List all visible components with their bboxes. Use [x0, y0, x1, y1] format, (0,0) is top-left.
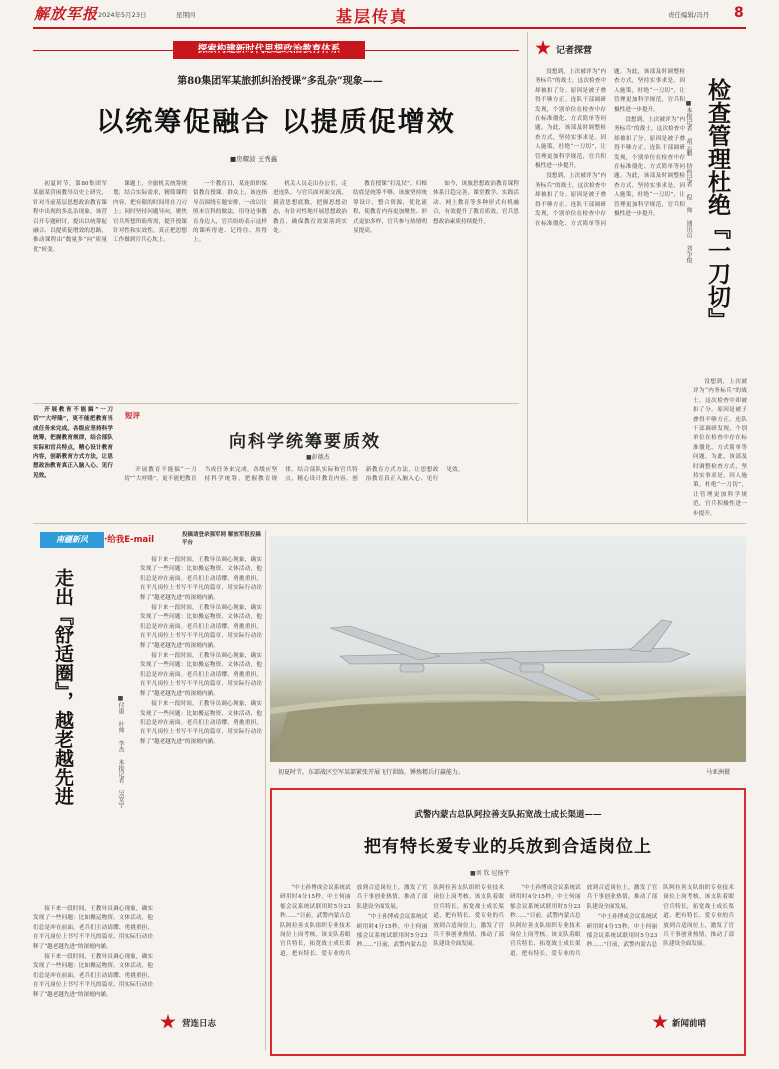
lower-col-divider — [265, 530, 266, 1050]
top-story-title: 以统筹促融合 以提质促增效 — [96, 107, 456, 138]
bottom-story-title: 把有特长爱专业的兵放到合适岗位上 — [364, 837, 652, 857]
reporter-title: 检查管理杜绝『一刀切』 — [704, 78, 731, 331]
top-story-col-6: 如今，该旅思想政治教育课程体系日趋完善，课堂教学、实践活动、网上教育等多种形式有机融合，有效提升了教育质效，官兵思想政治素质持续提升。 — [433, 181, 519, 225]
masthead — [0, 0, 779, 30]
top-story-col-1: 初夏时节，第80集团军某旅某营闲教导员史上研究，针对当前基层思想政治教育课程中出现的多乱杂现象，该营召开专题研讨，提出以统筹促融合、以提质促增效的思路，推动课程由“数量多”向“质量优”转变。 — [33, 181, 107, 253]
reporter-body-tail: 没想到，上次被评为“内务标兵”的战士，这次检查中却被扣了分。原因是被子叠得不够方正。连队干部调研发现，个别单位在检查中存在标准僵化、方式简单等问题。为此，该部及时调整检查方式，坚持实事求是、因人施策，杜绝“一刀切”，让管理更加科学规范，官兵积极性进一步提升。 — [693, 379, 747, 517]
reporter-body: 没想到，上次被评为“内务标兵”的战士，这次检查中却被扣了分。原因是被子叠得不够方正。连队干部调研发现，个别单位在检查中存在标准僵化、方式简单等问题。为此，该部及时调整检查方式，坚持实事求是、因人施策，杜绝“一刀切”，让管理更加科学规范，官兵积极性进一步提升。 没想到，上次被评为“内务标兵”的战士，这次检查中却被扣了分。原因是被子叠得不够方正。连队干部调研发现，个别单位在检查中存在标准僵化、方式简单等问题。为此，该部及时调整检查方式，坚持实事求是、因人施策，杜绝“一刀切”，让管理更加科学规范，官兵积极性进一步提升。 没想到，上次被评为“内务标兵”的战士，这次检查中却被扣了分。原因是被子叠得不够方正。连队干部调研发现，个别单位在检查中存在标准僵化、方式简单等问题。为此，该部及时调整检查方式，坚持实事求是、因人施策，杜绝“一刀切”，让管理更加科学规范，官兵积极性进一步提升。 — [535, 69, 685, 227]
top-story-col-5: 教育授课“打乱仗”，归根结底是统筹不够。该旅坚持统筹设计，整合资源，优化流程，使教育内容更加聚焦、形式更加多样，官兵参与热情明显提高。 — [353, 181, 427, 235]
issue-weekday: 星期四 — [176, 11, 196, 19]
right-col-divider — [527, 32, 528, 522]
top-story-col-2: 课题上，全旅机关统筹规划，结合实际需求，精简课程内容，把有限的时间用在刀刃上；同时坚持问题导向，聚焦官兵所想所盼所需，提升授课针对性和实效性，真正把思想工作做到官兵心坎上。 — [113, 181, 187, 244]
feature-tag-slogan: ·给我E-mail — [104, 535, 154, 545]
top-story-subtitle: 第80集团军某旅抓纠治授课“多乱杂”现象—— — [177, 76, 383, 87]
commentary-byline: ■彭德杰 — [306, 454, 330, 461]
feature-tag-logo: 南疆新风 — [40, 532, 104, 548]
feature-bottom-star — [160, 1014, 176, 1030]
banner-rule — [33, 50, 519, 51]
commentary-rule — [33, 403, 519, 404]
bottom-story-body: “中士孙博成会议系统试研用时4分15秒，中士何丽郁会议系统试联用时5分23秒……”日前，武警内蒙古总队阿拉善支队组织专业技术岗位上岗考核。该支队着眼官兵特长，拓宽战士成长渠道，把有特长、爱专业的兵放到合适岗位上，激发了官兵干事创业热情，推动了部队建设全面发展。 “中士孙博成会议系统试研用时4分15秒，中士何丽郁会议系统试联用时5分23秒……”日前，武警内蒙古总队阿拉善支队组织专业技术岗位上岗考核。该支队着眼官兵特长，拓宽战士成长渠道，把有特长、爱专业的兵放到合适岗位上，激发了官兵干事创业热情，推动了部队建设全面发展。 “中士孙博成会议系统试研用时4分15秒，中士何丽郁会议系统试联用时5分23秒……”日前，武警内蒙古总队阿拉善支队组织专业技术岗位上岗考核。该支队着眼官兵特长，拓宽战士成长渠道，把有特长、爱专业的兵放到合适岗位上，激发了官兵干事创业热情，推动了部队建设全面发展。 “中士孙博成会议系统试研用时4分15秒，中士何丽郁会议系统试联用时5分23秒……”日前，武警内蒙古总队阿拉善支队组织专业技术岗位上岗考核。该支队着眼官兵特长，拓宽战士成长渠道，把有特长、爱专业的兵放到合适岗位上，激发了官兵干事创业热情，推动了部队建设全面发展。 — [280, 885, 734, 957]
feature-body: 接下来一段时间，王教导员调心现象，确实发现了一些问题：比如搬运物资、文体活动，他们总是冲在前面。老兵们主动请缨、勇挑重担，在平凡岗位上书写不平凡的篇章，用实际行动诠释了“越老越先进”的深刻内涵。 接下来一段时间，王教导员调心现象，确实发现了一些问题：比如搬运物资、文体活动，他们总是冲在前面。老兵们主动请缨、勇挑重担，在平凡岗位上书写不平凡的篇章，用实际行动诠释了“越老越先进”的深刻内涵。 接下来一段时间，王教导员调心现象，确实发现了一些问题：比如搬运物资、文体活动，他们总是冲在前面。老兵们主动请缨、勇挑重担，在平凡岗位上书写不平凡的篇章，用实际行动诠释了“越老越先进”的深刻内涵。 接下来一段时间，王教导员调心现象，确实发现了一些问题：比如搬运物资、文体活动，他们总是冲在前面。老兵们主动请缨、勇挑重担，在平凡岗位上书写不平凡的篇章，用实际行动诠释了“越老越先进”的深刻内涵。 — [140, 557, 262, 745]
feature-title: 走出『舒适圈』，越老越先进 — [52, 568, 74, 806]
commentary-body: 开展教育不能搞“一刀切”“大呼隆”，更不能把教育当成任务来完成。各级应坚持科学统筹，把握教育规律，结合部队实际和官兵特点，精心设计教育内容，创新教育方式方法，让思想政治教育真正入脑入心、见行见效。 — [124, 467, 464, 483]
commentary-tag: 短评 — [125, 411, 140, 420]
top-story-col-4: 机关人员走出办公室，走进连队，与官兵面对面交流，摸清思想底数，把握思想动态，有针对性地开展思想政治教育，确保教育效果落到实处。 — [273, 181, 347, 235]
commentary-sidebar: 开展教育不能搞“一刀切”“大呼隆”，更不能把教育当成任务来完成。各级应坚持科学统筹，把握教育规律，结合部队实际和官兵特点，精心设计教育内容，创新教育方式方法，让思想政治教育真正入脑入心、见行见效。 — [33, 407, 113, 479]
top-story-byline: ■房耀波 王秀鑫 — [230, 155, 278, 163]
bottom-story-kicker: 武警内蒙古总队阿拉善支队拓宽战士成长渠道—— — [414, 810, 602, 820]
feature-tag-note: 投稿请登录强军网 解放军报投稿平台 — [182, 532, 261, 546]
masthead-rule — [33, 27, 746, 29]
page-number: 8 — [734, 5, 744, 21]
aircraft-photo — [270, 536, 746, 762]
feature-byline: ■付康 叶帅 李杰 本报记者 吴安宁 — [117, 695, 124, 808]
issue-date: 2024年5月23日 — [98, 11, 147, 19]
commentary-title: 向科学统筹要质效 — [229, 432, 381, 452]
reporter-tag: 记者探营 — [556, 46, 593, 56]
photo-caption: 初夏时节，东部战区空军某部紧张开展飞行训练，锤炼精兵打赢能力。 — [278, 769, 465, 776]
top-story-col-3: 一个教育日，某连组织保留教育授课。群众上，该连指导员围绕专题安排，一改以往照本宣科的做法，用身边事教育身边人，官兵纷纷表示这样的课听得进、记得住、用得上。 — [193, 181, 267, 244]
aircraft-icon — [270, 536, 746, 762]
newspaper-logo: 解放军报 — [34, 5, 99, 23]
reporter-byline: ■本报记者 胡云鹏 特约记者 倪 帅 通讯员 刘争俊 — [685, 100, 692, 263]
photo-credit: 马亚洲摄 — [706, 769, 731, 776]
section-title: 基层传真 — [336, 7, 409, 26]
reporter-tag-star — [535, 40, 551, 56]
page-editor: 责任编辑/冯丹 — [668, 11, 710, 19]
feature-body-left: 接下来一段时间，王教导员调心现象，确实发现了一些问题：比如搬运物资、文体活动，他们总是冲在前面。老兵们主动请缨、勇挑重担，在平凡岗位上书写不平凡的篇章，用实际行动诠释了“越老越先进”的深刻内涵。 接下来一段时间，王教导员调心现象，确实发现了一些问题：比如搬运物资、文体活动，他们总是冲在前面。老兵们主动请缨、勇挑重担，在平凡岗位上书写不平凡的篇章，用实际行动诠释了“越老越先进”的深刻内涵。 — [33, 906, 153, 998]
feature-footer-tag: 营连日志 — [182, 1019, 217, 1029]
bottom-story-footer-tag: 新闻前哨 — [672, 1019, 707, 1029]
mid-rule — [33, 523, 746, 524]
bottom-story-byline: ■刘 钦 尼扬宇 — [470, 870, 510, 877]
